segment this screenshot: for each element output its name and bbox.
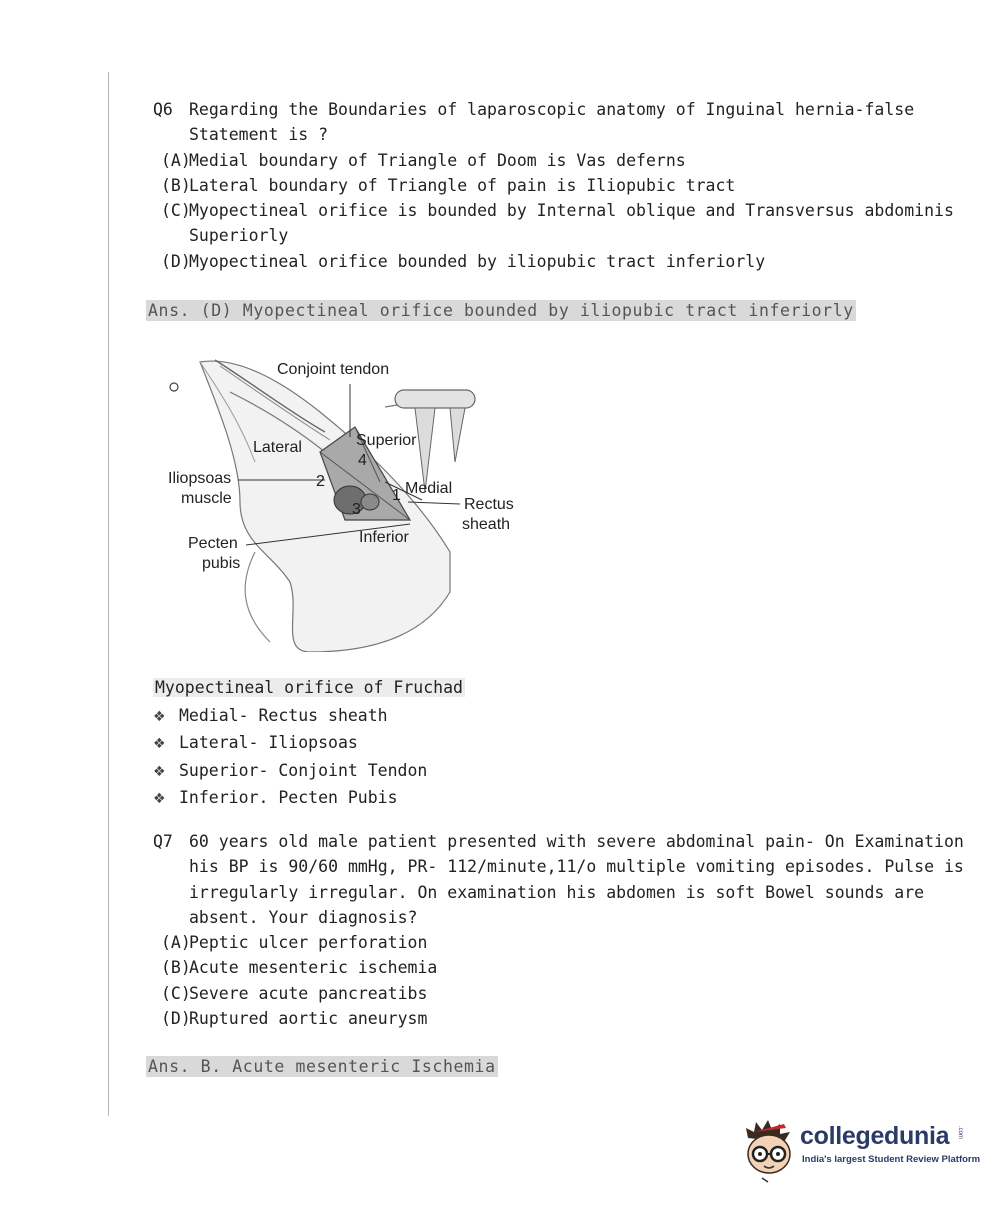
list-item [153,730,427,757]
option-c [153,198,954,249]
question-stem-line: Statement is ? [189,125,329,145]
label-conjoint-tendon: Conjoint tendon [277,361,390,378]
option-label: (B) [161,958,191,978]
label-superior: Superior [356,432,417,449]
boundaries-list [153,703,427,812]
answer-q7: Ans. B. Acute mesenteric Ischemia [148,1057,496,1076]
figure-caption: Myopectineal orifice of Fruchad [155,678,463,697]
option-text: Lateral boundary of Triangle of pain is Iliopubic tract [189,175,736,195]
question-number: Q6 [153,100,173,119]
option-a [153,148,913,173]
option-text: Severe acute pancreatibs [189,983,428,1003]
list-item [153,703,427,730]
label-rectus-line2: sheath [462,516,511,533]
option-d [153,1006,933,1031]
label-number-1: 1 [392,487,401,504]
label-medial: Medial [405,480,453,497]
question-stem-line: Regarding the Boundaries of laparoscopic anatomy of Inguinal hernia-false [189,100,915,119]
logo-tagline: India's largest Student Review Platform [802,1154,981,1165]
label-lateral: Lateral [253,439,302,456]
option-d [153,249,913,274]
diamond-bullet-icon: ❖ [153,736,166,753]
left-margin-line [108,72,109,1116]
option-text: Myopectineal orifice is bounded by Internal oblique and Transversus abdominis [189,201,954,221]
label-inferior: Inferior [359,529,409,546]
label-rectus-line1: Rectus [464,496,514,513]
question-stem-line: absent. Your diagnosis? [189,907,418,927]
question-6-stem [153,97,913,148]
label-number-3: 3 [352,501,361,518]
diamond-bullet-icon: ❖ [153,709,166,725]
option-text: Acute mesenteric ischemia [189,958,438,978]
question-number: Q7 [153,832,173,851]
option-b [153,173,913,198]
option-text: Myopectineal orifice bounded by iliopubic tract inferiorly [189,251,766,271]
option-label: (A) [161,150,191,170]
list-item-text: Medial- Rectus sheath [179,706,388,725]
list-item-text: Lateral- Iliopsoas [179,733,358,753]
label-iliopsoas-line1: Iliopsoas [168,470,232,487]
mascot-icon [740,1116,798,1186]
option-label: (B) [161,175,191,195]
option-label: (A) [161,933,191,953]
diamond-bullet-icon: ❖ [153,790,166,807]
question-stem-line: 60 years old male patient presented with severe abdominal pain- On Examination [189,832,964,851]
option-c [153,981,933,1006]
label-iliopsoas-line2: muscle [181,490,232,507]
label-pecten-line2: pubis [202,555,241,572]
option-b [153,955,933,980]
logo-wordmark: collegedunia [800,1122,950,1150]
option-a [153,930,933,955]
question-7 [153,829,964,1031]
label-number-4: 4 [358,452,367,469]
label-number-2: 2 [316,473,325,490]
list-item-text: Inferior. Pecten Pubis [179,787,398,807]
question-6 [153,97,954,274]
option-label: (D) [161,251,191,271]
label-pecten-line1: Pecten [188,535,238,552]
myopectineal-orifice-illustration [160,352,530,652]
anatomy-figure [160,352,530,652]
option-label: (C) [161,201,191,221]
option-label: (C) [161,983,191,1003]
answer-q6: Ans. (D) Myopectineal orifice bounded by iliopubic tract inferiorly [148,301,854,320]
question-7-stem [153,829,964,930]
diamond-bullet-icon: ❖ [153,763,166,780]
option-text: Medial boundary of Triangle of Doom is Vas deferns [189,150,686,170]
option-text: Ruptured aortic aneurysm [189,1009,428,1029]
list-item [153,785,427,812]
option-text: Superiorly [189,226,289,246]
list-item-text: Superior- Conjoint Tendon [179,760,428,780]
option-text: Peptic ulcer perforation [189,933,428,953]
collegedunia-logo [740,1116,980,1186]
list-item [153,758,427,785]
option-label: (D) [161,1009,191,1029]
question-stem-line: irregularly irregular. On examination his abdomen is soft Bowel sounds are [189,882,925,902]
question-stem-line: his BP is 90/60 mmHg, PR- 112/minute,11/o multiple vomiting episodes. Pulse is [189,857,964,877]
logo-domain-suffix: .com [957,1126,963,1140]
